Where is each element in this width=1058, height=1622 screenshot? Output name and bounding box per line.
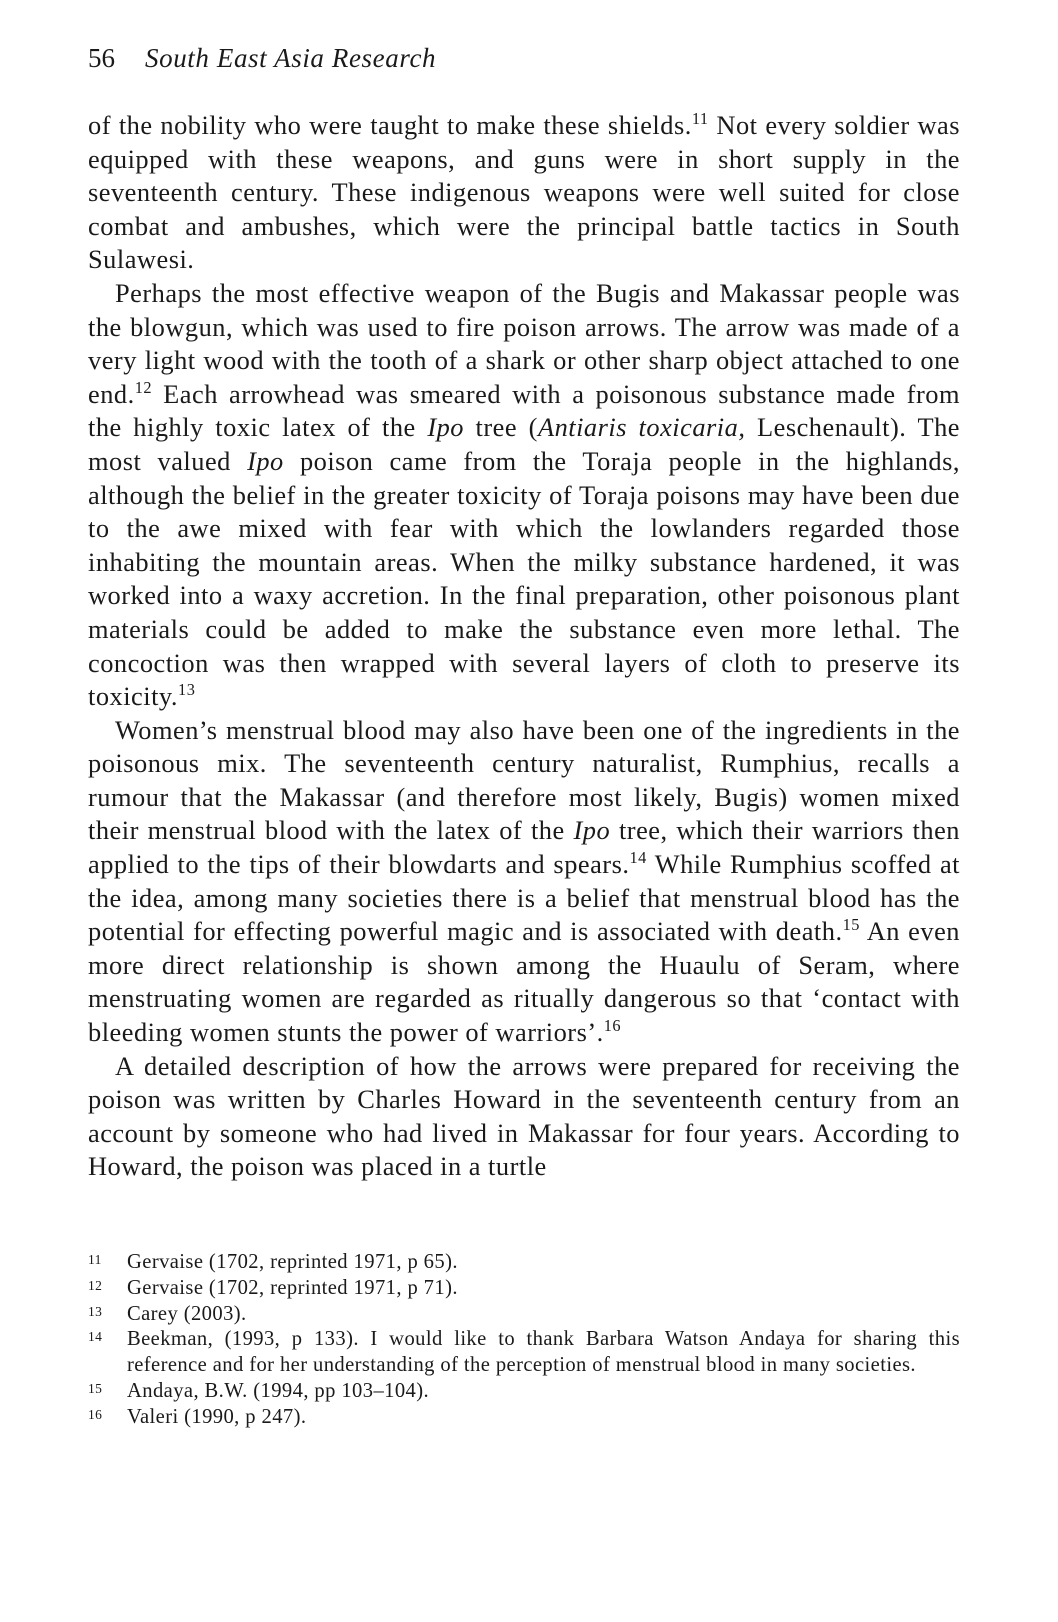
footnote-16 — [88, 1405, 960, 1431]
running-head — [88, 38, 436, 78]
footnote-ref-14[interactable]: 14 — [629, 848, 647, 868]
footnote-text: Gervaise (1702, reprinted 1971, p 71). — [127, 1276, 458, 1299]
footnote-12 — [88, 1276, 960, 1302]
footnote-number: 16 — [88, 1406, 103, 1422]
paragraph-4 — [88, 1050, 960, 1184]
footnote-13 — [88, 1302, 960, 1328]
body-text — [88, 109, 960, 1184]
footnotes — [88, 1250, 960, 1431]
footnote-number: 14 — [88, 1329, 103, 1345]
footnote-14 — [88, 1327, 960, 1379]
footnote-ref-11[interactable]: 11 — [691, 109, 709, 129]
footnote-number: 11 — [88, 1252, 102, 1267]
footnote-ref-12[interactable]: 12 — [134, 377, 153, 397]
footnote-text: Gervaise (1702, reprinted 1971, p 65). — [127, 1251, 458, 1273]
footnote-11 — [88, 1250, 960, 1276]
paragraph-1-text-2: Not every soldier was equipped with these weapons, and guns were in short supply in the seventeenth century. These indigenous weapons were well suited for close combat and ambushes, which were the principal battle tactics in South Sulawesi. — [88, 110, 960, 275]
paragraph-2-text-2: Each arrowhead was smeared with a poisonous substance made from the highly toxic latex of the — [88, 378, 960, 443]
paragraph-1-text-1: of the nobility who were taught to make these shields. — [88, 110, 692, 140]
ipo-term: Ipo — [427, 412, 464, 443]
footnote-text: Beekman, (1993, p 133). I would like to thank Barbara Watson Andaya for sharing this reference and for her understanding of the perception of menstrual blood in many societies. — [127, 1328, 960, 1377]
paragraph-1 — [88, 109, 960, 277]
footnote-number: 15 — [88, 1380, 103, 1396]
paragraph-3-text-2: tree, which their warriors then applied to the tips of their blowdarts and spears. — [88, 815, 960, 880]
paragraph-2-text-3: tree ( — [464, 412, 538, 443]
paragraph-3-text-3: While Rumphius scoffed at the idea, among many societies there is a belief that menstrual blood has the potential for effecting powerful magic and is associated with death. — [88, 849, 960, 947]
paragraph-2 — [88, 277, 960, 714]
ipo-term: Ipo — [573, 815, 611, 846]
paragraph-4-text-1: A detailed description of how the arrows were prepared for receiving the poison was written by Charles Howard in the seventeenth century from an account by someone who had lived in Makassar for four years. According to Howard, the poison was placed in a turtle — [88, 1050, 960, 1182]
paragraph-3 — [88, 714, 960, 1050]
paragraph-3-text-4: An even more direct relationship is shown among the Huaulu of Seram, where menstruating women are regarded as ritually dangerous so that ‘contact with bleeding women stunts the power of warriors’. — [88, 916, 960, 1048]
footnote-ref-16[interactable]: 16 — [603, 1016, 622, 1036]
ipo-term: Ipo — [247, 445, 284, 476]
footnote-ref-15[interactable]: 15 — [842, 915, 860, 935]
page-number: 56 — [88, 43, 115, 73]
species-name: Antiaris toxicaria, — [537, 412, 746, 443]
journal-title: South East Asia Research — [145, 43, 437, 73]
footnote-number: 12 — [88, 1277, 103, 1293]
footnote-text: Andaya, B.W. (1994, pp 103–104). — [127, 1379, 430, 1402]
paragraph-2-text-5: poison came from the Toraja people in the highlands, although the belief in the greater toxicity of Toraja poisons may have been due to the awe mixed with fear with which the lowlanders regarded those inhabiting the mountain areas. When the milky substance hardened, it was worked into a waxy accretion. In the final preparation, other poisonous plant materials could be added to make the substance even more lethal. The concoction was then wrapped with several layers of cloth to preserve its toxicity. — [88, 445, 960, 712]
footnote-number: 13 — [88, 1303, 103, 1319]
footnote-ref-13[interactable]: 13 — [178, 680, 196, 700]
paragraph-2-text-1: Perhaps the most effective weapon of the Bugis and Makassar people was the blowgun, which was used to fire poison arrows. The arrow was made of a very light wood with the tooth of a shark or other sharp object attached to one end. — [88, 277, 960, 409]
paragraph-2-text-4: Leschenault). The most valued — [88, 412, 960, 476]
paragraph-3-text-1: Women’s menstrual blood may also have been one of the ingredients in the poisonous mix. The seventeenth century naturalist, Rumphius, recalls a rumour that the Makassar (and therefore most likely, Bugis) women mixed their menstrual blood with the latex of the — [88, 714, 960, 846]
footnote-text: Valeri (1990, p 247). — [127, 1405, 307, 1428]
footnote-15 — [88, 1379, 960, 1405]
footnote-text: Carey (2003). — [127, 1302, 247, 1325]
